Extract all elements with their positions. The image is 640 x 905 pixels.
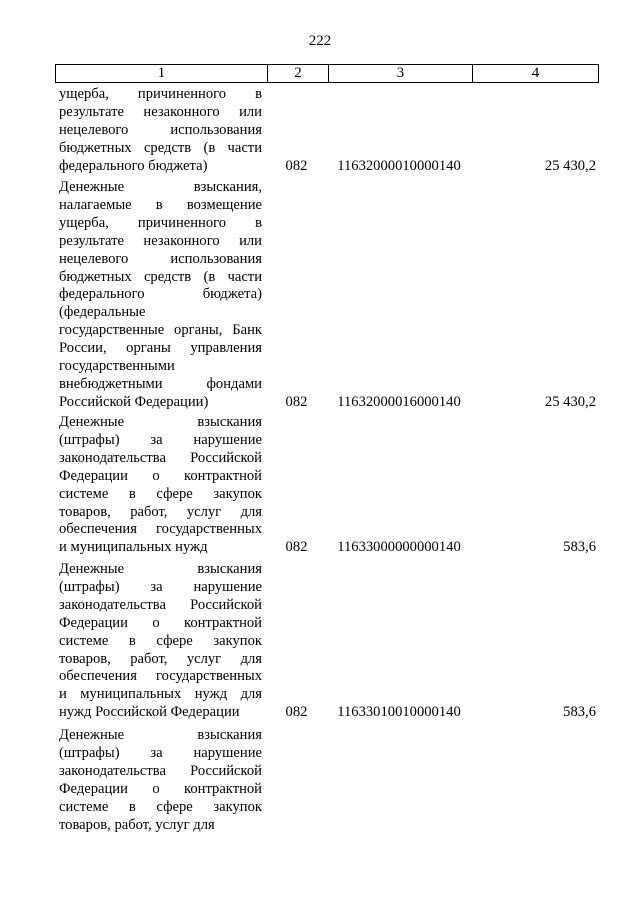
description-line: (штрафы) за нарушение <box>59 431 262 448</box>
description-line: обеспечения государственных <box>59 521 262 538</box>
admin-code: 082 <box>285 393 308 410</box>
description-line: (федеральные <box>59 304 146 321</box>
header-col-3: 3 <box>328 65 472 82</box>
description-line: Российской Федерации) <box>59 393 209 410</box>
description-line: товаров, работ, услуг для <box>59 503 262 520</box>
description-line: обеспечения государственных <box>59 668 262 685</box>
amount-value: 583,6 <box>563 539 596 556</box>
description-line: Федерации о контрактной <box>59 614 262 631</box>
description-line: Денежные взыскания <box>59 727 262 743</box>
description-line: России, органы управления <box>59 340 262 357</box>
description-line: Федерации о контрактной <box>59 780 262 797</box>
row-description <box>59 727 262 834</box>
description-line: результате незаконного или <box>59 103 262 120</box>
admin-code: 082 <box>285 539 308 556</box>
description-line: (штрафы) за нарушение <box>59 578 262 595</box>
description-line: бюджетных средств (в части <box>59 139 262 156</box>
admin-code: 082 <box>285 157 308 174</box>
description-line: системе в сфере закупок <box>59 632 262 649</box>
description-line: государственными <box>59 358 175 375</box>
table-header <box>55 64 599 83</box>
row-description <box>59 179 262 412</box>
description-line: нужд Российской Федерации <box>59 704 240 721</box>
description-line: нецелевого использования <box>59 250 262 267</box>
row-description <box>59 561 262 722</box>
revenue-code: 11633010010000140 <box>337 704 461 721</box>
description-line: ущерба, причиненного в <box>59 86 262 102</box>
amount-value: 25 430,2 <box>544 157 596 174</box>
description-line: законодательства Российской <box>59 596 262 613</box>
amount-value: 25 430,2 <box>544 393 596 410</box>
revenue-code: 11633000000000140 <box>337 539 461 556</box>
description-line: законодательства Российской <box>59 762 262 779</box>
amount-value: 583,6 <box>563 704 596 721</box>
description-line: федерального бюджета) <box>59 286 262 303</box>
description-line: федерального бюджета) <box>59 157 208 174</box>
description-line: внебюджетными фондами <box>59 375 262 392</box>
header-col-1: 1 <box>157 65 166 81</box>
row-description <box>59 86 262 176</box>
description-line: и муниципальных нужд <box>59 539 208 556</box>
description-line: Денежные взыскания <box>59 414 262 430</box>
description-line: (штрафы) за нарушение <box>59 744 262 761</box>
description-line: ущерба, причиненного в <box>59 214 262 231</box>
description-line: товаров, работ, услуг для <box>59 816 215 833</box>
row-description <box>59 414 262 557</box>
description-line: нецелевого использования <box>59 121 262 138</box>
page-number: 222 <box>308 33 332 49</box>
revenue-code: 11632000010000140 <box>337 157 461 174</box>
description-line: бюджетных средств (в части <box>59 268 262 285</box>
header-col-2: 2 <box>267 65 328 82</box>
description-line: государственные органы, Банк <box>59 322 262 339</box>
description-line: Денежные взыскания <box>59 561 262 577</box>
description-line: Федерации о контрактной <box>59 467 262 484</box>
admin-code: 082 <box>285 704 308 721</box>
description-line: налагаемые в возмещение <box>59 196 262 213</box>
description-line: законодательства Российской <box>59 449 262 466</box>
description-line: и муниципальных нужд для <box>59 686 262 703</box>
description-line: Денежные взыскания, <box>59 179 262 195</box>
description-line: системе в сфере закупок <box>59 798 262 815</box>
description-line: результате незаконного или <box>59 232 262 249</box>
description-line: системе в сфере закупок <box>59 485 262 502</box>
revenue-code: 11632000016000140 <box>337 393 461 410</box>
header-col-4: 4 <box>472 65 598 82</box>
description-line: товаров, работ, услуг для <box>59 650 262 667</box>
